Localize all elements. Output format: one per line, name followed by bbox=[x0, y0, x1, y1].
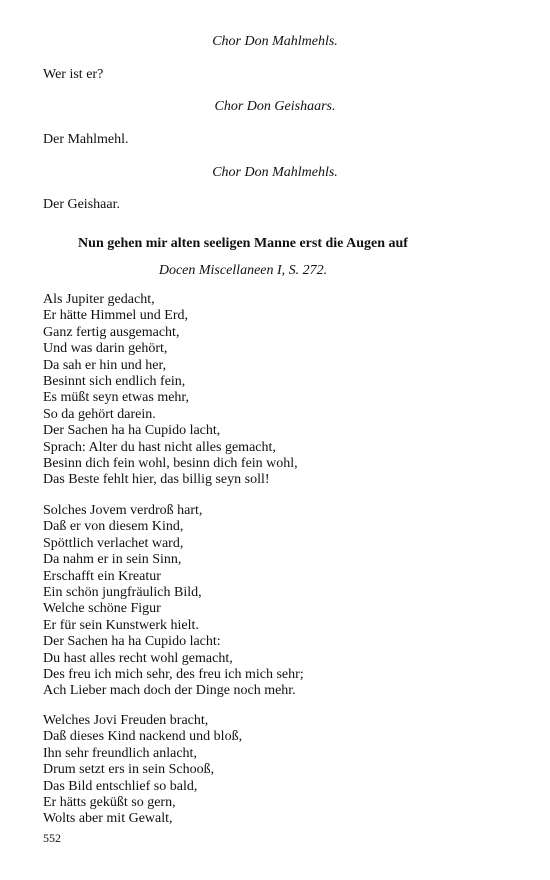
dialogue-line: Der Geishaar. bbox=[43, 197, 120, 212]
verse-line: Ein schön jungfräulich Bild, bbox=[43, 584, 202, 600]
verse-line: Drum setzt ers in sein Schooß, bbox=[43, 762, 215, 778]
verse-line: Der Sachen ha ha Cupido lacht, bbox=[43, 423, 221, 439]
verse-line: Er hätte Himmel und Erd, bbox=[43, 308, 189, 324]
verse-line: Du hast alles recht wohl gemacht, bbox=[43, 650, 233, 666]
dialogue-line: Der Mahlmehl. bbox=[43, 132, 129, 147]
verse-line: Es müßt seyn etwas mehr, bbox=[43, 390, 190, 406]
poem-stanza bbox=[43, 503, 304, 700]
verse-line: Wolts aber mit Gewalt, bbox=[43, 811, 173, 827]
poem-source: Docen Miscellaneen I, S. 272. bbox=[158, 263, 328, 278]
poem-title: Nun gehen mir alten seeligen Manne erst die Augen auf bbox=[78, 236, 408, 251]
verse-line: Ach Lieber mach doch der Dinge noch mehr. bbox=[43, 683, 296, 699]
verse-line: Der Sachen ha ha Cupido lacht: bbox=[43, 634, 221, 650]
speaker-heading: Chor Don Mahlmehls. bbox=[212, 34, 338, 49]
verse-line: Welches Jovi Freuden bracht, bbox=[43, 713, 209, 728]
poem-stanza bbox=[43, 292, 298, 489]
verse-line: Daß er von diesem Kind, bbox=[43, 519, 184, 535]
verse-line: Solches Jovem verdroß hart, bbox=[43, 503, 203, 518]
verse-line: Spöttlich verlachet ward, bbox=[43, 535, 184, 551]
verse-line: Da nahm er in sein Sinn, bbox=[43, 552, 182, 568]
speaker-heading: Chor Don Geishaars. bbox=[214, 99, 336, 114]
verse-line: Als Jupiter gedacht, bbox=[43, 292, 155, 307]
verse-line: Daß dieses Kind nackend und bloß, bbox=[43, 729, 243, 745]
verse-line: Und was darin gehört, bbox=[43, 341, 168, 357]
page-number: 552 bbox=[43, 831, 61, 845]
verse-line: Sprach: Alter du hast nicht alles gemacht, bbox=[43, 439, 276, 455]
verse-line: Besinnt sich endlich fein, bbox=[43, 373, 186, 389]
speaker-heading: Chor Don Mahlmehls. bbox=[212, 165, 338, 180]
verse-line: Ihn sehr freundlich anlacht, bbox=[43, 745, 197, 761]
verse-line: Des freu ich mich sehr, des freu ich mich sehr; bbox=[43, 666, 304, 682]
verse-line: Er für sein Kunstwerk hielt. bbox=[43, 617, 199, 633]
verse-line: Das Bild entschlief so bald, bbox=[43, 778, 198, 794]
verse-line: Besinn dich fein wohl, besinn dich fein wohl, bbox=[43, 455, 298, 471]
verse-line: Erschafft ein Kreatur bbox=[43, 568, 161, 584]
verse-line: Das Beste fehlt hier, das billig seyn soll! bbox=[43, 472, 270, 488]
verse-line: Da sah er hin und her, bbox=[43, 357, 167, 373]
poem-stanza bbox=[43, 713, 242, 828]
dialogue-line: Wer ist er? bbox=[43, 67, 104, 82]
verse-line: Ganz fertig ausgemacht, bbox=[43, 324, 180, 340]
verse-line: Welche schöne Figur bbox=[43, 601, 161, 617]
verse-line: So da gehört darein. bbox=[43, 406, 156, 422]
verse-line: Er hätts geküßt so gern, bbox=[43, 794, 176, 810]
